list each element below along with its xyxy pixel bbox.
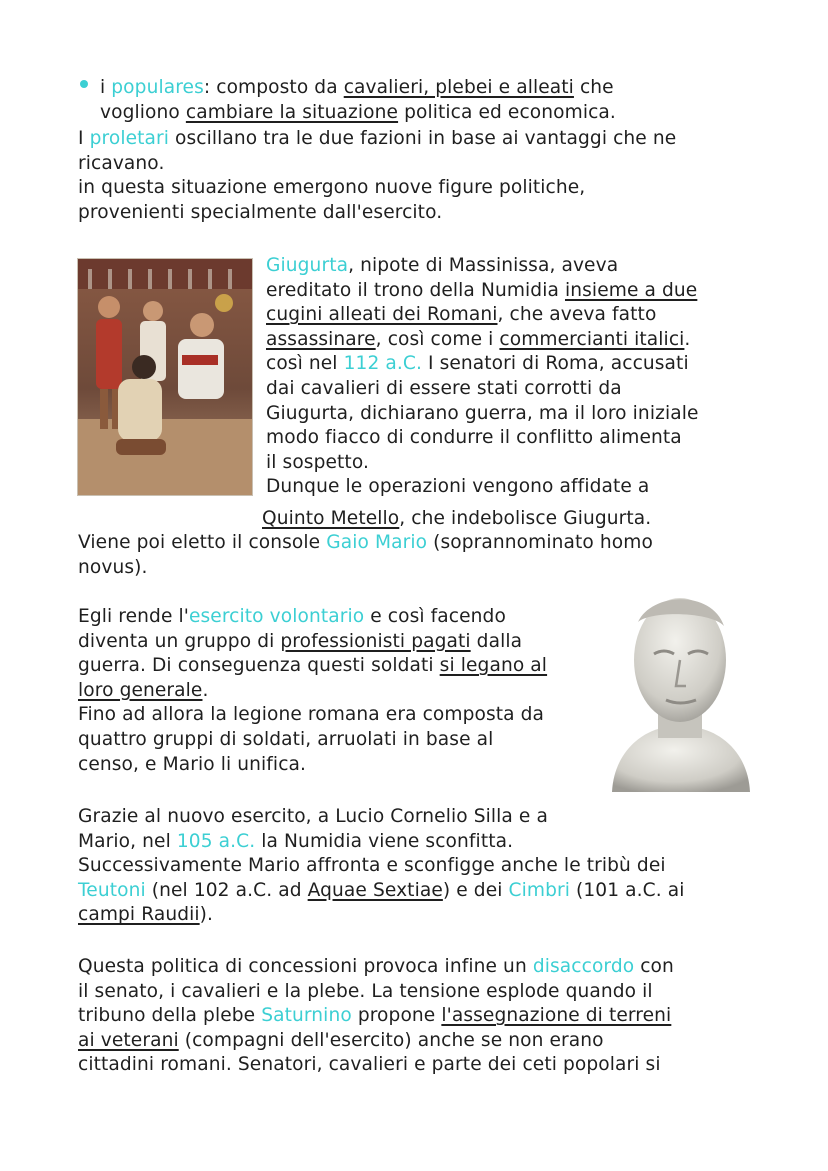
text-segment: che: [573, 77, 614, 98]
text-segment: populares: [111, 77, 204, 98]
text-segment: disaccordo: [532, 956, 635, 977]
gaio-mario-bust-image: [602, 582, 758, 792]
text-line: [262, 507, 651, 532]
text-line: [78, 605, 547, 630]
text-line: [78, 679, 547, 704]
text-segment: Cimbri: [508, 879, 570, 901]
text-line: [266, 352, 699, 377]
text-segment: (nel 102 a.C. ad: [145, 879, 308, 901]
text-line: Dunque le operazioni vengono affidate a: [266, 476, 650, 498]
text-line: [78, 879, 685, 904]
text-segment: i: [100, 77, 112, 98]
text-segment: Giugurta: [266, 255, 349, 276]
paragraph-numidia-sconfitta: [78, 805, 685, 928]
text-segment: Questa politica di concessioni provoca infine un: [78, 956, 533, 977]
text-segment: Viene poi eletto il console: [78, 532, 327, 553]
text-line: [78, 1004, 674, 1029]
paragraph-populares: [100, 76, 616, 125]
text-segment: e così facendo: [364, 606, 506, 627]
paragraph-proletari: [78, 127, 676, 225]
text-line: in questa situazione emergono nuove figure politiche,: [78, 177, 586, 199]
text-segment: proletari: [89, 128, 170, 149]
text-segment: professionisti pagati: [280, 630, 471, 652]
text-segment: ai veterani: [78, 1029, 179, 1051]
text-segment: ereditato il trono della Numidia: [266, 279, 565, 301]
text-segment: 105 a.C.: [176, 830, 256, 852]
text-segment: loro generale: [78, 679, 203, 701]
text-segment: ).: [199, 904, 214, 926]
text-segment: (compagni dell'esercito) anche se non erano: [178, 1029, 604, 1051]
text-line: novus).: [78, 556, 148, 578]
text-segment: oscillano tra le due fazioni in base ai vantaggi che ne: [169, 128, 677, 149]
giugurta-painting-image: [77, 258, 253, 496]
text-line: [78, 830, 685, 855]
text-line: il senato, i cavalieri e la plebe. La tensione esplode quando il: [78, 980, 653, 1002]
text-line: il sospetto.: [266, 451, 369, 473]
text-line: [266, 303, 699, 328]
text-segment: Quinto Metello: [262, 508, 400, 529]
text-segment: la Numidia viene sconfitta.: [255, 830, 514, 852]
text-segment: dalla: [470, 630, 523, 652]
text-segment: con: [634, 956, 674, 977]
text-line: cittadini romani. Senatori, cavalieri e parte dei ceti popolari si: [78, 1054, 661, 1076]
text-line: [266, 279, 699, 304]
paragraph-esercito-volontario: [78, 605, 547, 777]
text-segment: Teutoni: [78, 879, 146, 901]
text-segment: Saturnino: [261, 1005, 352, 1027]
text-segment: , così come i: [375, 328, 500, 350]
text-line: provenienti specialmente dall'esercito.: [78, 201, 443, 223]
text-line: [100, 76, 616, 101]
text-segment: campi Raudii: [78, 904, 200, 926]
text-segment: così nel: [266, 353, 344, 375]
text-line: censo, e Mario li unifica.: [78, 753, 307, 775]
text-line: [100, 101, 616, 126]
text-line: [266, 254, 699, 279]
text-segment: esercito volontario: [188, 606, 365, 627]
text-line: Successivamente Mario affronta e sconfigge anche le tribù dei: [78, 855, 666, 877]
text-line: [78, 955, 674, 980]
text-segment: tribuno della plebe: [78, 1005, 262, 1027]
paragraph-mario-console: [78, 531, 653, 580]
text-segment: .: [684, 328, 691, 350]
text-segment: Aquae Sextiae: [307, 879, 443, 901]
text-segment: Egli rende l': [78, 606, 189, 627]
text-segment: propone: [351, 1005, 442, 1027]
text-line: [78, 531, 653, 556]
text-line: Fino ad allora la legione romana era composta da: [78, 704, 545, 726]
text-segment: .: [202, 679, 209, 701]
text-line: modo fiacco di condurre il conflitto alimenta: [266, 427, 682, 449]
text-segment: I: [78, 128, 90, 149]
text-line: [78, 654, 547, 679]
text-line: [266, 328, 699, 353]
text-line: Giugurta, dichiarano guerra, ma il loro iniziale: [266, 402, 699, 424]
text-segment: assassinare: [266, 328, 376, 350]
text-segment: cambiare la situazione: [185, 101, 399, 123]
paragraph-giugurta-cont: [262, 507, 651, 532]
text-segment: cavalieri, plebei e alleati: [343, 77, 574, 98]
text-segment: 112 a.C.: [343, 353, 422, 375]
text-line: [78, 1029, 674, 1054]
text-segment: Gaio Mario: [326, 532, 428, 553]
bullet-point: [80, 80, 88, 88]
text-segment: , che indebolisce Giugurta.: [399, 508, 652, 529]
text-segment: (101 a.C. ai: [570, 879, 685, 901]
text-line: [78, 630, 547, 655]
paragraph-disaccordo: [78, 955, 674, 1078]
text-segment: , che aveva fatto: [497, 304, 657, 326]
text-segment: l'assegnazione di terreni: [441, 1005, 672, 1027]
text-segment: diventa un gruppo di: [78, 630, 281, 652]
text-line: ricavano.: [78, 152, 165, 174]
text-segment: I senatori di Roma, accusati: [421, 353, 689, 375]
text-segment: insieme a due: [564, 279, 698, 301]
text-segment: (soprannominato homo: [427, 532, 653, 553]
paragraph-giugurta: [266, 254, 699, 500]
text-segment: commercianti italici: [499, 328, 685, 350]
text-line: Grazie al nuovo esercito, a Lucio Cornelio Silla e a: [78, 806, 548, 827]
text-segment: vogliono: [100, 101, 186, 123]
text-segment: cugini alleati dei Romani: [266, 304, 498, 326]
text-segment: , nipote di Massinissa, aveva: [348, 255, 619, 276]
text-segment: si legano al: [439, 655, 548, 677]
text-segment: : composto da: [203, 77, 344, 98]
text-line: quattro gruppi di soldati, arruolati in base al: [78, 728, 494, 750]
text-segment: politica ed economica.: [398, 101, 616, 123]
text-segment: ) e dei: [442, 879, 509, 901]
text-line: [78, 127, 676, 152]
text-segment: Mario, nel: [78, 830, 177, 852]
text-line: dai cavalieri di essere stati corrotti da: [266, 377, 622, 399]
text-line: [78, 903, 685, 928]
text-segment: guerra. Di conseguenza questi soldati: [78, 655, 440, 677]
